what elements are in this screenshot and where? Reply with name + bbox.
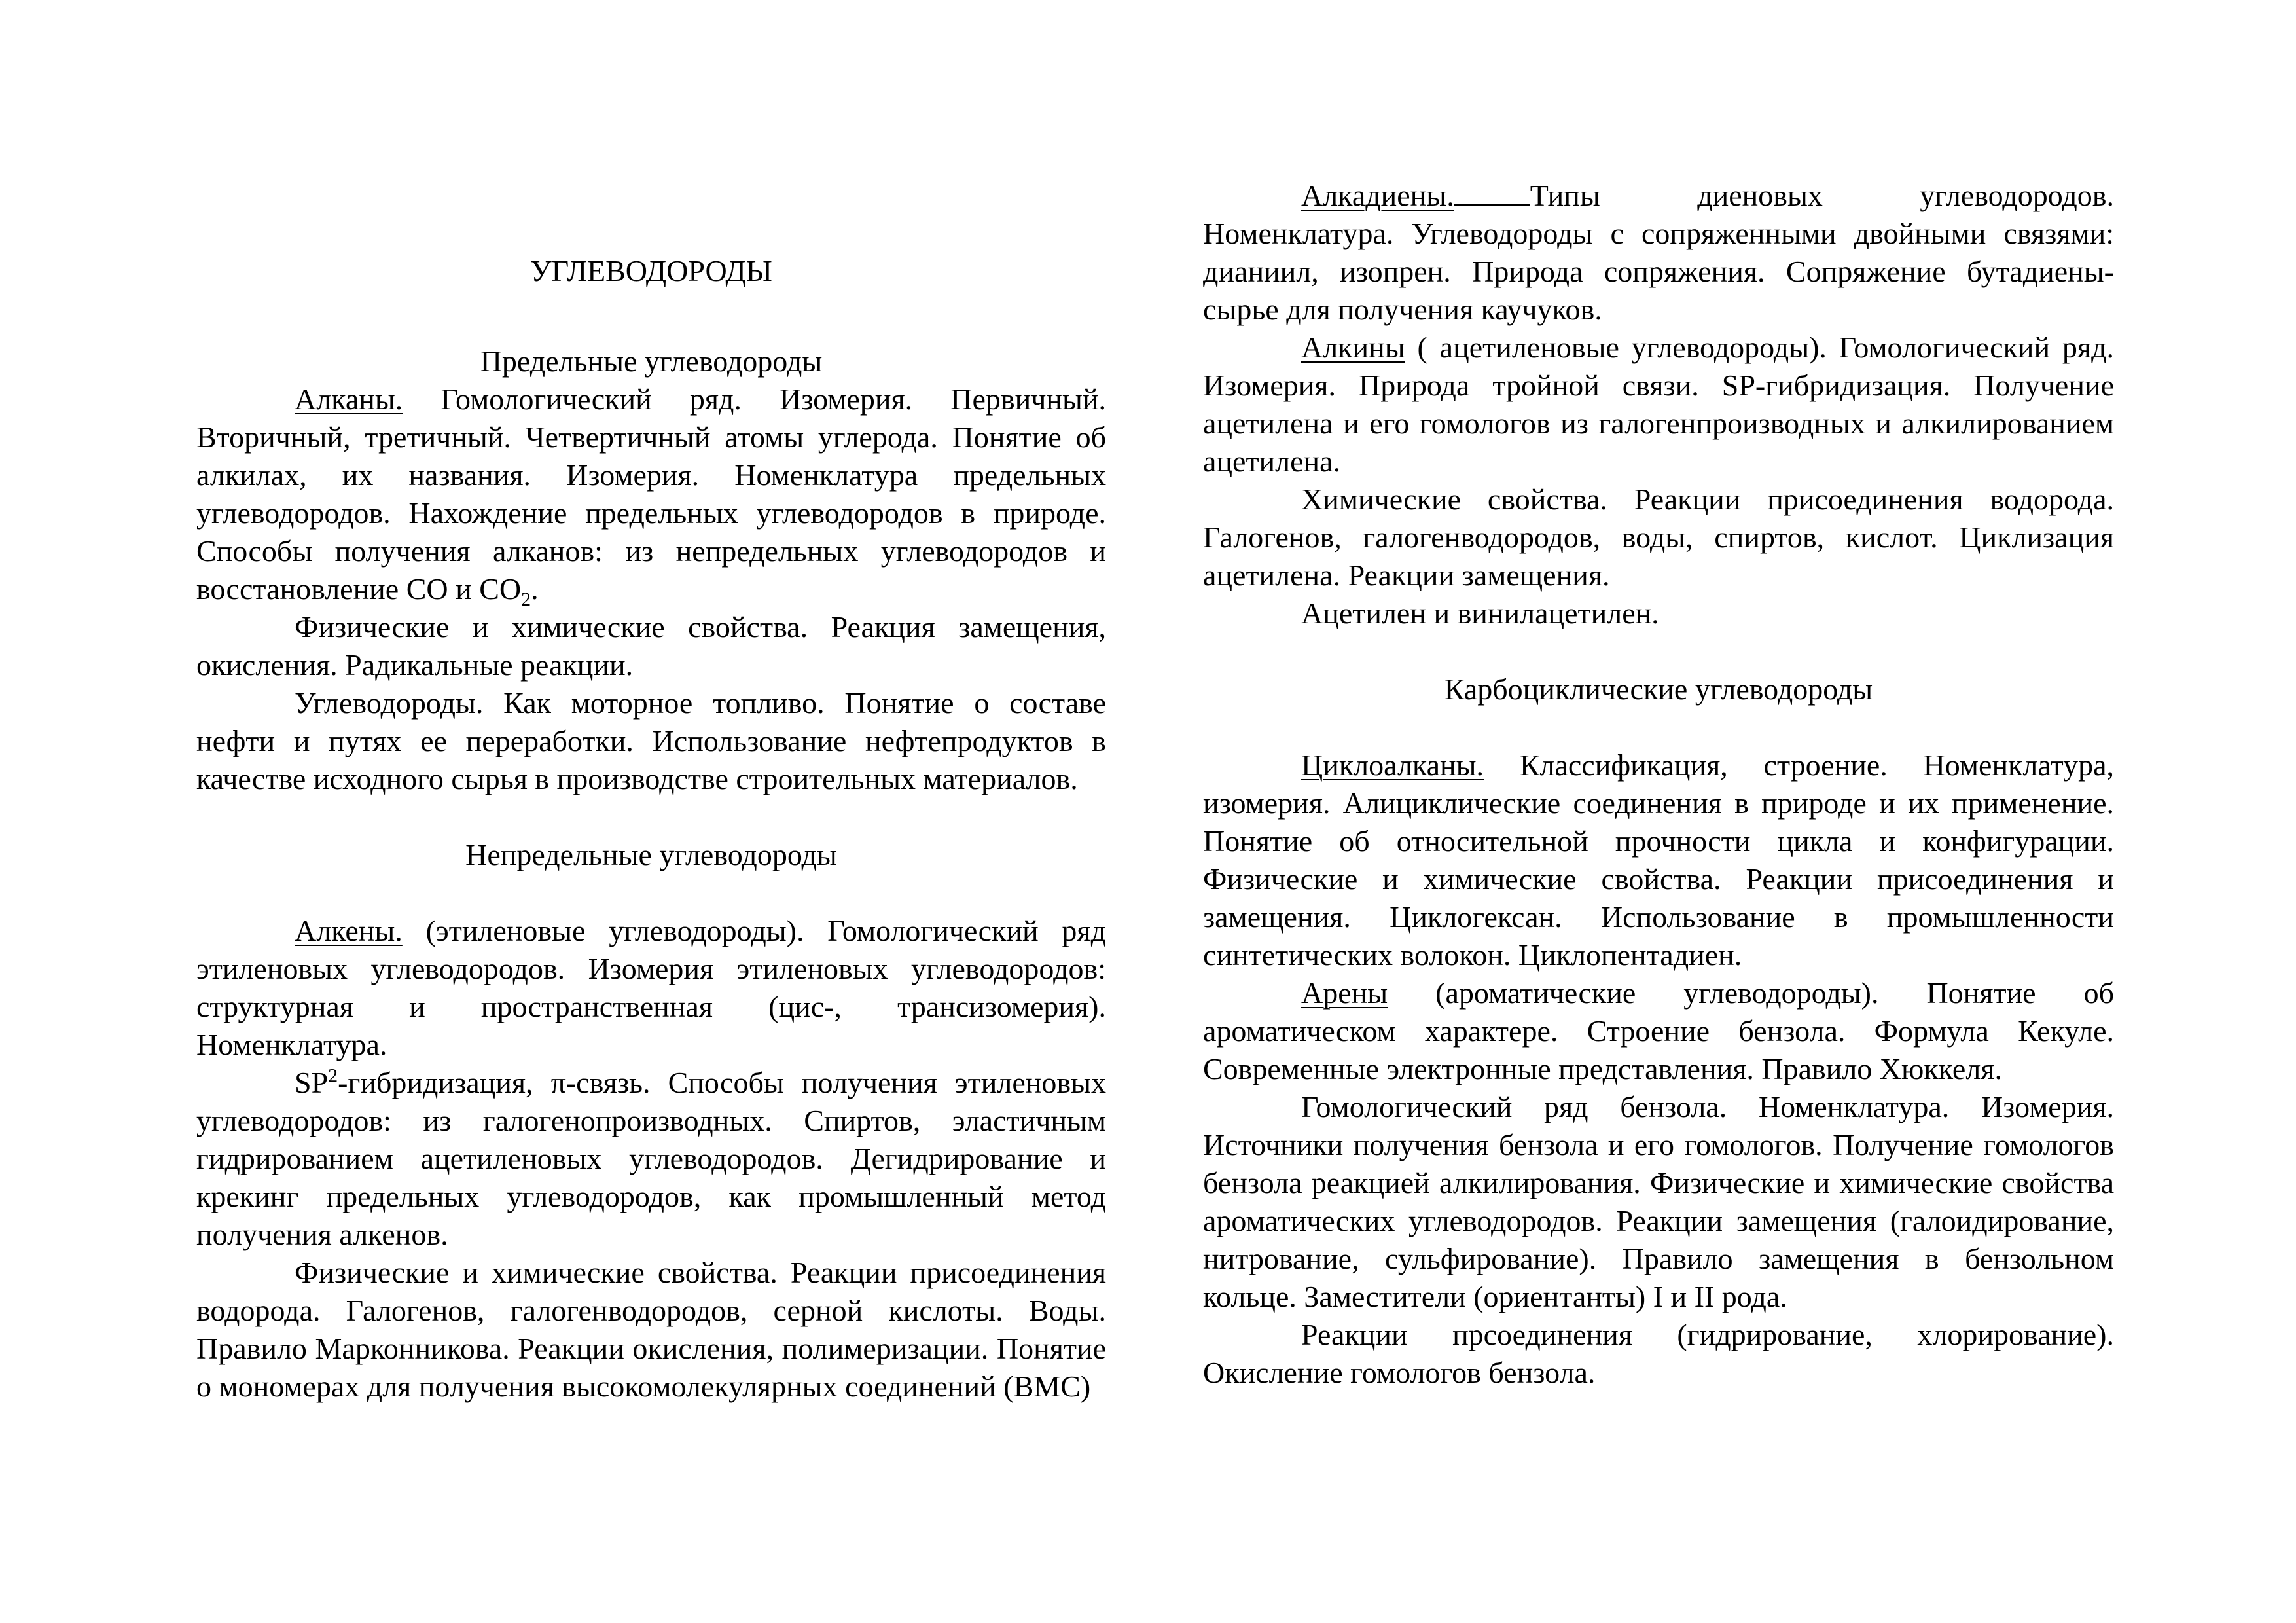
cycloalkanes-text: Классификация, строение. Номенклатура, изомерия. Алициклические соединения в природе и их применение. Понятие об относительной прочности цикла и конфигурации. Физические и химические свойства. Реакции присоединения и замещения. Циклогексан. Использование в промышленности синтетических волокон. Циклопентадиен. [1203,748,2114,972]
left-column [196,0,1106,1406]
alkadienes-term: Алкадиены. [1301,179,1454,212]
alkynes-term: Алкины [1301,331,1405,364]
saturated-heading: Предельные углеводороды [480,344,823,378]
arenes-text: (ароматические углеводороды). Понятие об ароматическом характере. Строение бензола. Формула Кекуле. Современные электронные представления. Правило Хюккеля. [1203,976,2114,1085]
right-column [1203,0,2114,1392]
cycloalkanes-term: Циклоалканы. [1301,748,1484,782]
alkanes-text: Гомологический ряд. Изомерия. Первичный. Вторичный, третичный. Четвертичный атомы углерода. Понятие об алкилах, их названия. Изомерия. Номенклатура предельных углеводородов. Нахождение предельных углеводородов в природе. Способы получения алканов: из непредельных углеводородов и восстановление СО и СО [196,382,1106,606]
page-title: УГЛЕВОДОРОДЫ [530,254,772,287]
sp2-paragraph [196,1064,1106,1254]
sp-prefix: SP [295,1066,329,1099]
alkynes-text: ( ацетиленовые углеводороды). Гомологический ряд. Изомерия. Природа тройной связи. SP-гибридизация. Получение ацетилена и его гомологов из галогенпроизводных и алкилированием ацетилена. [1203,331,2114,478]
benzene-series-paragraph: Гомологический ряд бензола. Номенклатура. Изомерия. Источники получения бензола и его гомологов. Получение гомологов бензола реакцией алкилирования. Физические и химические свойства ароматических углеводородов. Реакции замещения (галоидирование, нитрование, сульфирование). Правило замещения в бензольном кольце. Заместители (ориентанты) I и II рода. [1203,1090,2114,1313]
alkanes-paragraph [196,380,1106,611]
alkadienes-blank-line [1454,178,1530,206]
alkynes-paragraph [1203,329,2114,481]
motor-fuel-paragraph: Углеводороды. Как моторное топливо. Понятие о составе нефти и путях ее переработки. Использование нефтепродуктов в качестве исходного сырья в производстве строительных материалов. [196,686,1106,795]
alkenes-text: (этиленовые углеводороды). Гомологический ряд этиленовых углеводородов. Изомерия этиленовых углеводородов: структурная и пространственная (цис-, трансизомерия). Номенклатура. [196,914,1106,1061]
alkanes-properties-paragraph: Физические и химические свойства. Реакция замещения, окисления. Радикальные реакции. [196,610,1106,682]
addition-reactions-paragraph: Реакции прсоединения (гидрирование, хлорирование). Окисление гомологов бензола. [1203,1318,2114,1389]
arenes-term: Арены [1301,976,1388,1010]
alkenes-term: Алкены. [295,914,403,947]
acetylene-paragraph: Ацетилен и винилацетилен. [1301,596,1659,630]
sp-superscript: 2 [328,1065,338,1087]
sp-text: -гибридизация, π-связь. Способы получения этиленовых углеводородов: из галогенопроизводных. Спиртов, эластичным гидрированием ацетиленовых углеводородов. Дегидрирование и крекинг предельных углеводородов, как промышленный метод получения алкенов. [196,1066,1106,1251]
alkadienes-paragraph [1203,177,2114,329]
alkanes-subscript: 2 [521,589,531,611]
unsaturated-heading: Непредельные углеводороды [465,838,837,871]
carbocyclic-heading: Карбоциклические углеводороды [1444,672,1873,706]
alkadienes-text: Типы диеновых углеводородов. Номенклатура. Углеводороды с сопряженными двойными связями: дианиил, изопрен. Природа сопряжения. Сопряжение бутадиены-сырье для получения каучуков. [1203,179,2114,326]
alkanes-end: . [531,572,539,606]
cycloalkanes-paragraph [1203,746,2114,974]
alkenes-properties-paragraph: Физические и химические свойства. Реакции присоединения водорода. Галогенов, галогенводородов, серной кислоты. Воды. Правило Марконникова. Реакции окисления, полимеризации. Понятие о мономерах для получения высокомолекулярных соединений (ВМС) [196,1256,1106,1403]
alkanes-term: Алканы. [295,382,403,416]
arenes-paragraph [1203,974,2114,1088]
alkynes-properties-paragraph: Химические свойства. Реакции присоединения водорода. Галогенов, галогенводородов, воды, спиртов, кислот. Циклизация ацетилена. Реакции замещения. [1203,483,2114,592]
alkenes-paragraph [196,912,1106,1064]
